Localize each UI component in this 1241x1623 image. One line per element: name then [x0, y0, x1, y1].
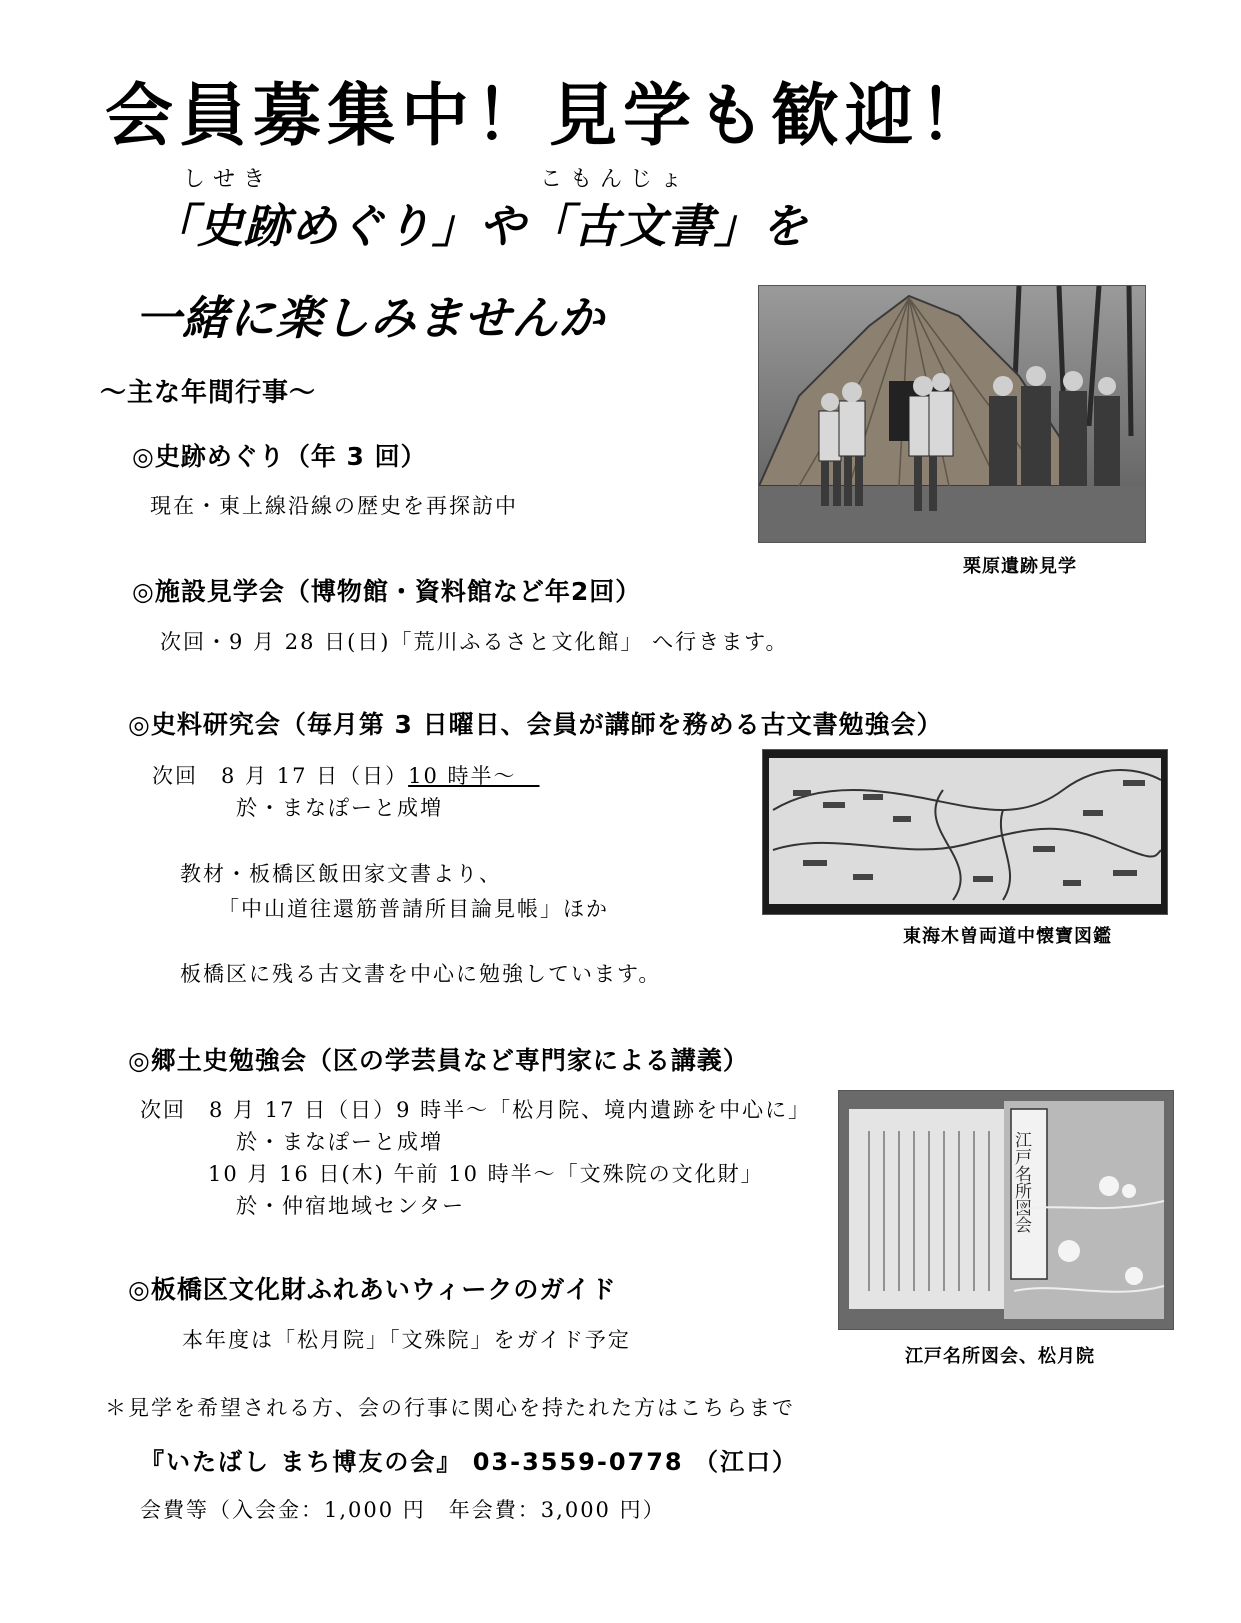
photo-old-map-image — [763, 750, 1167, 914]
caption-photo1: 栗原遺跡見学 — [963, 556, 1077, 577]
event-shiryo-desc: 板橋区に残る古文書を中心に勉強しています。 — [180, 962, 662, 986]
event-guide-heading: ◎板橋区文化財ふれあいウィークのガイド — [128, 1275, 617, 1304]
photo-edo-book — [838, 1090, 1174, 1330]
contact-fees: 会費等（入会金：1,000 円 年会費：3,000 円） — [140, 1498, 666, 1522]
photo3-cover-text: 江戸名所図会 — [1011, 1131, 1031, 1233]
photo-kurihara-ruins — [758, 285, 1146, 543]
contact-note: ＊見学を希望される方、会の行事に関心を持たれた方はこちらまで — [105, 1396, 795, 1420]
event-shiryo-next — [152, 760, 540, 790]
event-kyodo-line1: 次回 8 月 17 日（日）9 時半～「松月院、境内遺跡を中心に」 — [140, 1098, 812, 1122]
event-shiryo-venue: 於・まなぽーと成増 — [236, 796, 443, 820]
page-title: 会員募集中！見学も歓迎！ — [105, 77, 994, 156]
event-shiseki-heading: ◎史跡めぐり（年 3 回） — [132, 442, 427, 471]
event-guide-text: 本年度は「松月院」「文殊院」をガイド予定 — [182, 1328, 631, 1352]
event-shiryo-material2: 「中山道往還筋普請所目論見帳」ほか — [218, 897, 609, 921]
ruby-shiseki: しせき — [183, 167, 274, 192]
caption-photo3: 江戸名所図会、松月院 — [905, 1346, 1095, 1367]
photo-edo-book-image — [839, 1091, 1173, 1329]
event-shiryo-next-time: 10 時半～ — [408, 764, 517, 788]
contact-org: 『いたばし まち博友の会』 03-3559-0778 （江口） — [140, 1448, 798, 1476]
event-kyodo-line3: 10 月 16 日(木) 午前 10 時半～「文殊院の文化財」 — [208, 1162, 764, 1186]
event-kyodo-heading: ◎郷土史勉強会（区の学芸員など専門家による講義） — [128, 1046, 749, 1075]
event-shiseki-text: 現在・東上線沿線の歴史を再探訪中 — [150, 494, 518, 518]
event-shiryo-material1: 教材・板橋区飯田家文書より、 — [180, 862, 502, 886]
event-shisetsu-heading: ◎施設見学会（博物館・資料館など年2回） — [132, 577, 642, 606]
photo-kurihara-image — [759, 286, 1145, 542]
subtitle-line1: 「史跡めぐり」や「古文書」を — [150, 199, 808, 253]
events-heading: ～主な年間行事～ — [100, 378, 317, 408]
event-kyodo-line2: 於・まなぽーと成増 — [236, 1130, 443, 1154]
event-shisetsu-text: 次回・9 月 28 日(日)「荒川ふるさと文化館」 へ行きます。 — [160, 630, 789, 654]
subtitle-line2: 一緒に楽しみませんか — [135, 291, 605, 345]
caption-photo2: 東海木曽両道中懐寶図鑑 — [903, 926, 1112, 947]
event-shiryo-heading: ◎史料研究会（毎月第 3 日曜日、会員が講師を務める古文書勉強会） — [128, 710, 943, 739]
photo-old-map — [762, 749, 1168, 915]
ruby-komonjo: こもんじょ — [540, 167, 691, 192]
event-shiryo-next-date: 次回 8 月 17 日（日） — [152, 764, 409, 788]
event-kyodo-line4: 於・仲宿地域センター — [236, 1194, 466, 1218]
